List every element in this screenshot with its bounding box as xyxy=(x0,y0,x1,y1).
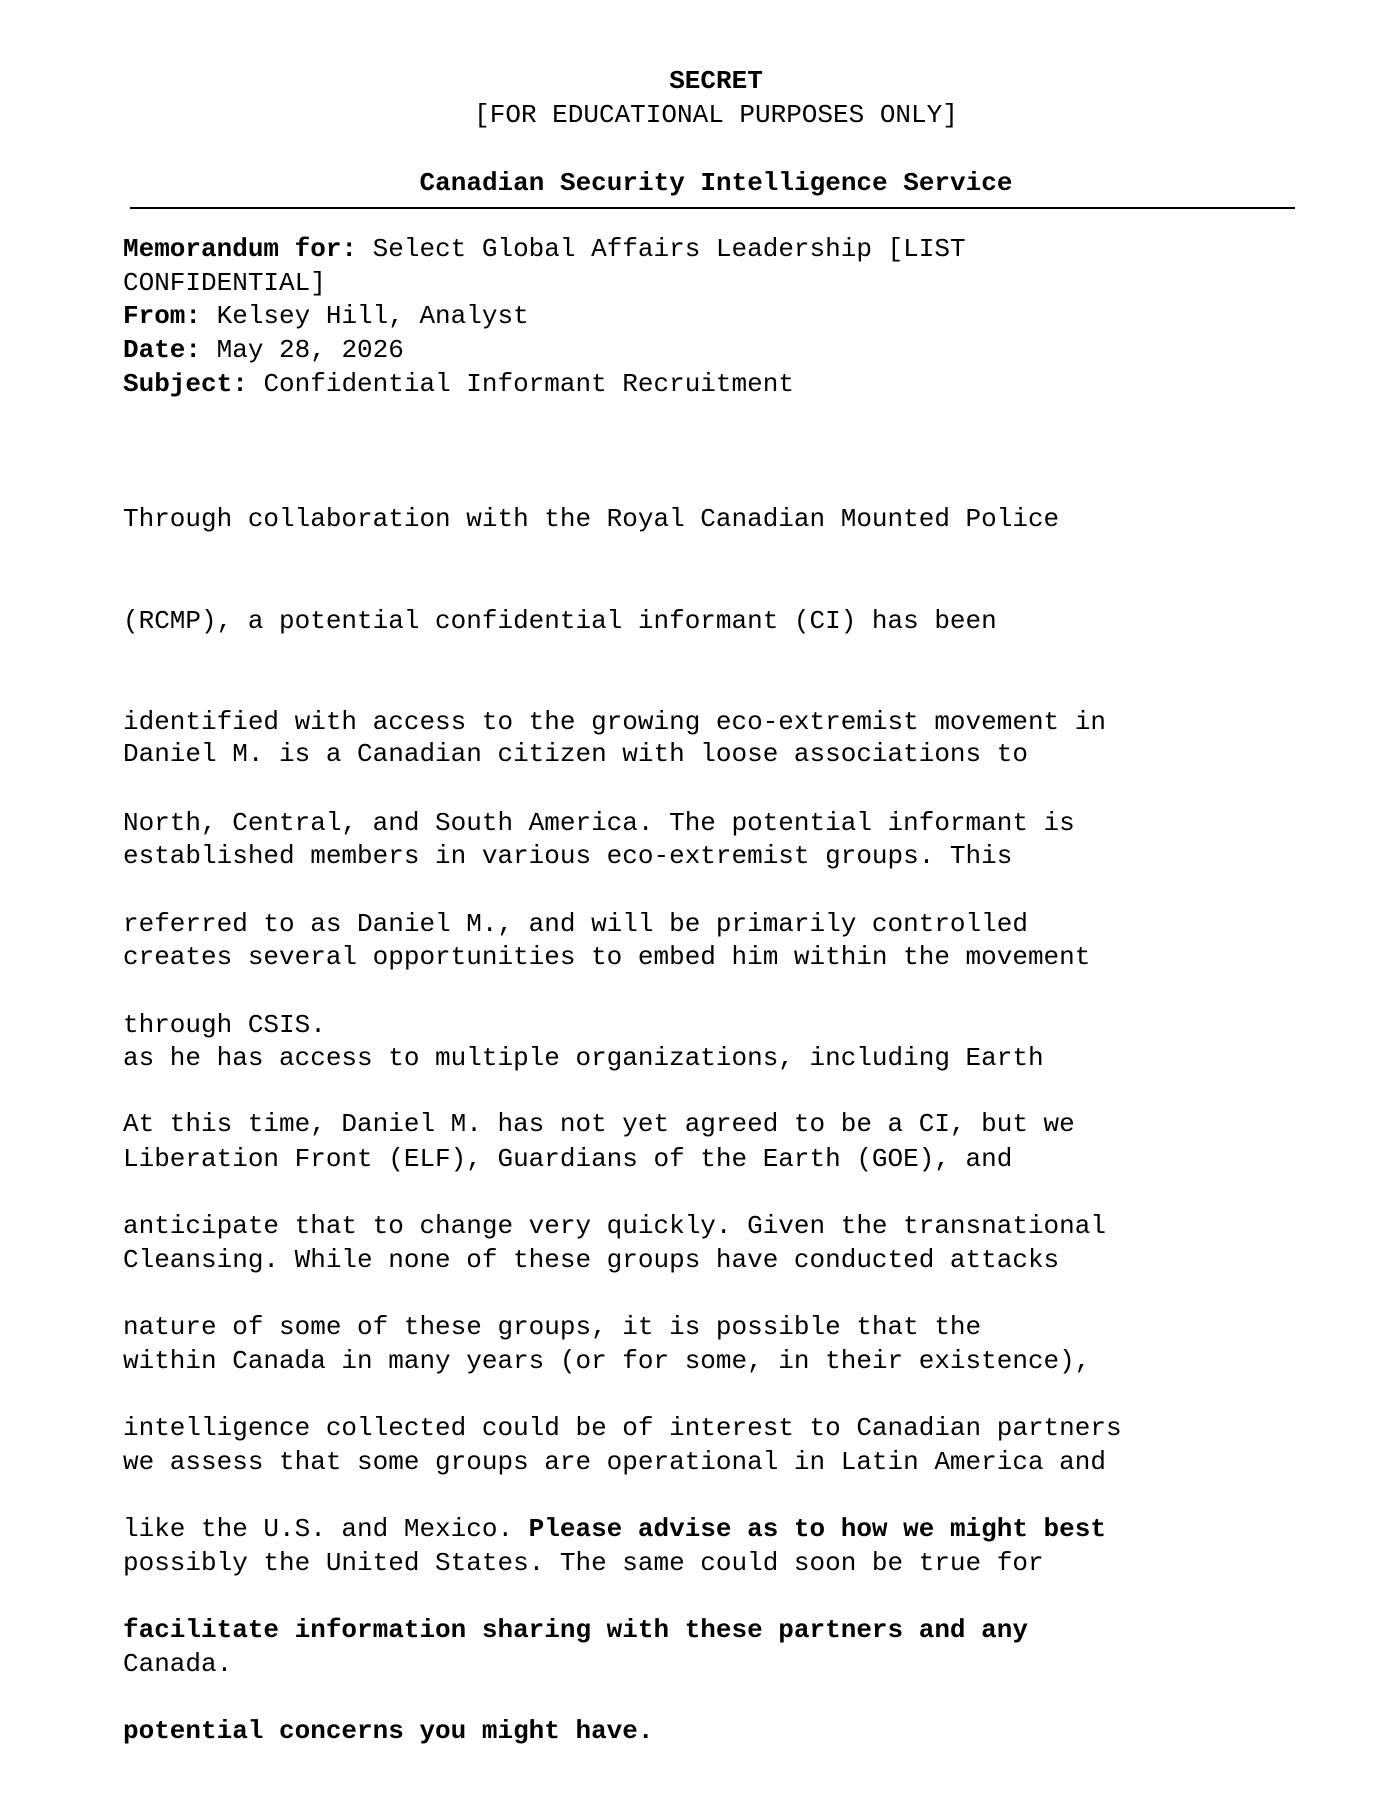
memo-subject-value: Confidential Informant Recruitment xyxy=(263,368,794,399)
paragraph-text: like the U.S. and Mexico. xyxy=(123,1513,529,1544)
memo-subject-label: Subject: xyxy=(123,368,248,399)
memo-header xyxy=(123,233,1323,402)
paragraph-line: possibly the United States. The same could soon be true for xyxy=(123,1548,1044,1579)
paragraph-3 xyxy=(123,1041,1323,1816)
memo-date-value: May 28, 2026 xyxy=(216,335,404,366)
paragraph-line: creates several opportunities to embed him within the movement xyxy=(123,941,1091,972)
paragraph-line: (RCMP), a potential confidential informant (CI) has been xyxy=(123,605,997,636)
memo-from-line xyxy=(123,300,1323,334)
paragraph-line: Liberation Front (ELF), Guardians of the Earth (GOE), and xyxy=(123,1143,1013,1174)
paragraph-line-mixed xyxy=(123,1513,1323,1547)
paragraph-line: North, Central, and South America. The potential informant is xyxy=(123,807,1075,838)
agency-heading: Canadian Security Intelligence Service xyxy=(419,168,1013,198)
paragraph-line: identified with access to the growing eco-extremist movement in xyxy=(123,706,1106,737)
paragraph-line: established members in various eco-extremist groups. This xyxy=(123,840,1013,871)
classification-marking: SECRET xyxy=(669,66,763,96)
request-emphasis: facilitate information sharing with these partners and any xyxy=(123,1614,1028,1645)
caveat-marking: [FOR EDUCATIONAL PURPOSES ONLY] xyxy=(474,100,958,130)
header-divider xyxy=(130,207,1295,209)
paragraph-line: Through collaboration with the Royal Canadian Mounted Police xyxy=(123,504,1060,535)
paragraph-line: nature of some of these groups, it is possible that the xyxy=(123,1311,982,1342)
paragraph-line: intelligence collected could be of interest to Canadian partners xyxy=(123,1412,1122,1443)
memo-subject-line xyxy=(123,368,1323,402)
memo-for-line-continued: CONFIDENTIAL] xyxy=(123,267,326,298)
memo-for-line xyxy=(123,233,1323,267)
paragraph-line: anticipate that to change very quickly. Given the transnational xyxy=(123,1210,1106,1241)
memo-date-label: Date: xyxy=(123,335,202,366)
request-emphasis: potential concerns you might have. xyxy=(123,1716,654,1747)
request-emphasis: Please advise as to how we might best xyxy=(528,1513,1106,1544)
memo-from-value: Kelsey Hill, Analyst xyxy=(216,301,529,332)
paragraph-line: within Canada in many years (or for some, in their existence), xyxy=(123,1346,1091,1377)
memo-from-label: From: xyxy=(123,301,202,332)
paragraph-line: we assess that some groups are operational in Latin America and xyxy=(123,1447,1106,1478)
memo-for-value: Select Global Affairs Leadership [LIST xyxy=(372,234,966,264)
paragraph-line: At this time, Daniel M. has not yet agreed to be a CI, but we xyxy=(123,1109,1075,1140)
memo-for-label: Memorandum for: xyxy=(123,234,358,264)
memo-date-line xyxy=(123,334,1323,368)
paragraph-line: Canada. xyxy=(123,1649,233,1680)
paragraph-line: as he has access to multiple organizations, including Earth xyxy=(123,1042,1044,1073)
paragraph-line: Cleansing. While none of these groups have conducted attacks xyxy=(123,1244,1060,1275)
paragraph-line: Daniel M. is a Canadian citizen with loose associations to xyxy=(123,739,1028,770)
paragraph-line: through CSIS. xyxy=(123,1009,326,1040)
paragraph-line: referred to as Daniel M., and will be primarily controlled xyxy=(123,908,1028,939)
